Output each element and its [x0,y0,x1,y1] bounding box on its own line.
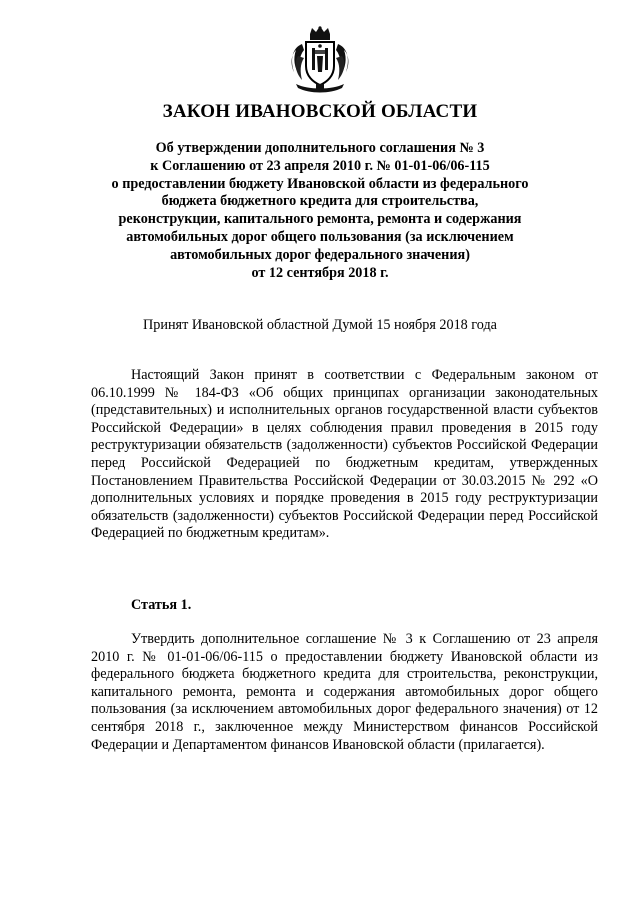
subtitle-line: к Соглашению от 23 апреля 2010 г. № 01-01-06/06-115 [150,157,490,174]
subtitle-line: бюджета бюджетного кредита для строительства, [161,193,479,210]
coat-of-arms-icon [288,26,352,94]
subtitle-line: автомобильных дорог федерального значения) [170,246,470,263]
law-subtitle [90,140,550,282]
subtitle-line: Об утверждении дополнительного соглашения № 3 [155,140,485,156]
law-title: ЗАКОН ИВАНОВСКОЙ ОБЛАСТИ [162,101,478,122]
subtitle-line: реконструкции, капитального ремонта, ремонта и содержания [118,211,522,228]
adoption-note: Принят Ивановской областной Думой 15 ноября 2018 года [143,317,497,333]
article-1-paragraph: Утвердить дополнительное соглашение № 3 к Соглашению от 23 апреля 2010 г. № 01-01-06/06-115 о предоставлении бюджету Ивановской области из федерального бюджета бюджетного кредита для строительства, реконструкции, капитального ремонта, ремонта и содержания автомобильных дорог общего пользования (за исключением автомобильных дорог федерального значения) от 12 сентября 2018 г., заключенное между Министерством финансов Российской Федерации и Департаментом финансов Ивановской области (прилагается). [91,631,598,753]
subtitle-line: о предоставлении бюджету Ивановской области из федерального [111,175,529,192]
preamble-paragraph: Настоящий Закон принят в соответствии с Федеральным законом от 06.10.1999 № 184-ФЗ «Об общих принципах организации законодательных (представительных) и исполнительных органов государственной власти субъектов Российской Федерации» в целях соблюдения правил проведения в 2015 году реструктуризации обязательств (задолженности) субъектов Российской Федерации перед Российской Федерацией по бюджетным кредитам, утвержденных Постановлением Правительства Российской Федерации от 30.03.2015 № 292 «О дополнительных условиях и порядке проведения в 2015 году реструктуризации обязательств (задолженности) субъектов Российской Федерации перед Российской Федерацией по бюджетным кредитам». [91,367,598,542]
subtitle-line: от 12 сентября 2018 г. [251,264,389,281]
subtitle-line: автомобильных дорог общего пользования (за исключением [126,228,514,245]
article-heading: Статья 1. [131,597,192,613]
